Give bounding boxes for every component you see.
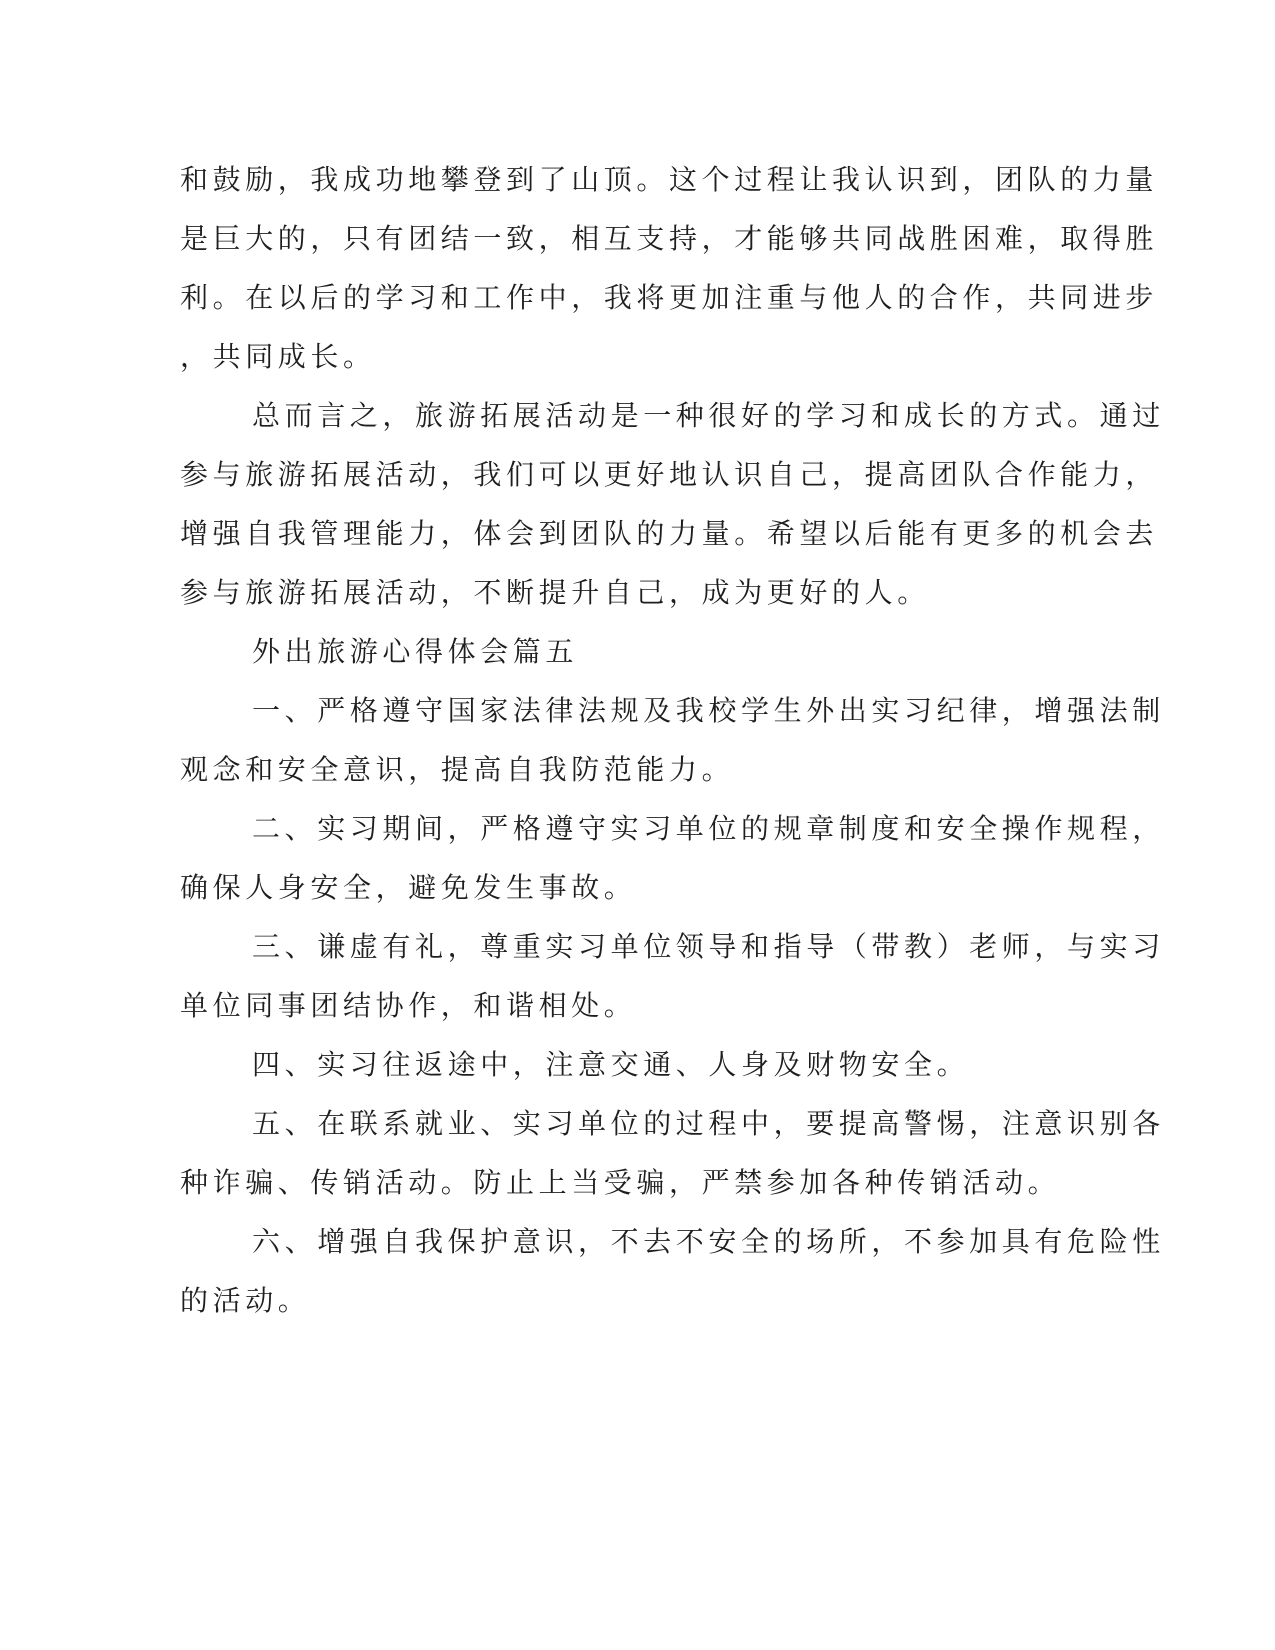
paragraph-line: 三、谦虚有礼，尊重实习单位领导和指导（带教）老师，与实习 [252, 930, 1165, 963]
paragraph-line: 五、在联系就业、实习单位的过程中，要提高警惕，注意识别各 [252, 1107, 1165, 1140]
paragraph-line: 总而言之，旅游拓展活动是一种很好的学习和成长的方式。通过 [252, 399, 1165, 432]
paragraph-line: 参与旅游拓展活动，不断提升自己，成为更好的人。 [180, 576, 930, 609]
paragraph-line: 的活动。 [180, 1284, 311, 1317]
paragraph-line: 六、增强自我保护意识，不去不安全的场所，不参加具有危险性 [252, 1225, 1165, 1258]
paragraph-line: 一、严格遵守国家法律法规及我校学生外出实习纪律，增强法制 [252, 694, 1165, 727]
paragraph-line: 四、实习往返途中，注意交通、人身及财物安全。 [252, 1048, 970, 1081]
paragraph-line: 种诈骗、传销活动。防止上当受骗，严禁参加各种传销活动。 [180, 1166, 1061, 1199]
paragraph-line: 增强自我管理能力，体会到团队的力量。希望以后能有更多的机会去 [180, 517, 1159, 550]
paragraph-line: 参与旅游拓展活动，我们可以更好地认识自己，提高团队合作能力， [180, 458, 1159, 491]
paragraph-line: ，共同成长。 [180, 340, 376, 373]
paragraph-line: 是巨大的，只有团结一致，相互支持，才能够共同战胜困难，取得胜 [180, 222, 1159, 255]
paragraph-line: 利。在以后的学习和工作中，我将更加注重与他人的合作，共同进步 [180, 281, 1159, 314]
paragraph-line: 确保人身安全，避免发生事故。 [180, 871, 637, 904]
paragraph-line: 和鼓励，我成功地攀登到了山顶。这个过程让我认识到，团队的力量 [180, 163, 1159, 196]
paragraph-line: 单位同事团结协作，和谐相处。 [180, 989, 637, 1022]
paragraph-line: 二、实习期间，严格遵守实习单位的规章制度和安全操作规程， [252, 812, 1165, 845]
section-heading: 外出旅游心得体会篇五 [252, 635, 579, 668]
paragraph-line: 观念和安全意识，提高自我防范能力。 [180, 753, 735, 786]
